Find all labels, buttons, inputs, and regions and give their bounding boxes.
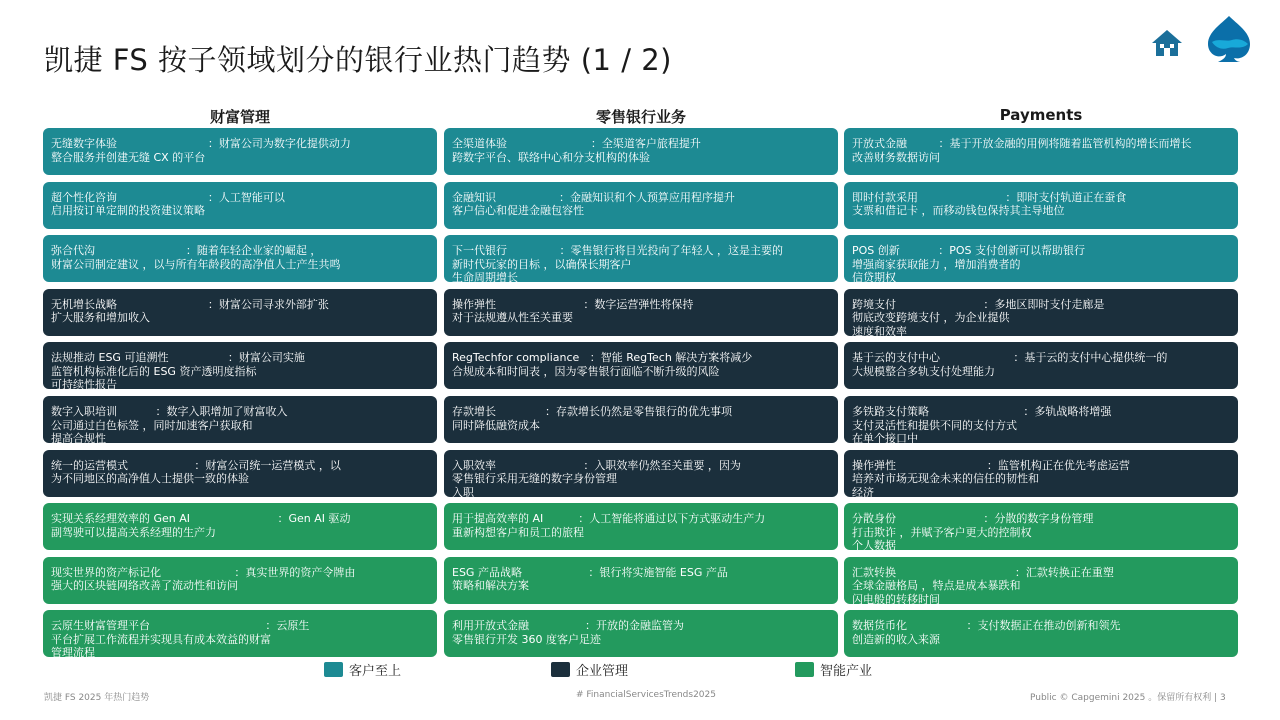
trend-card[interactable] [43,128,437,175]
trend-card-text: 客户信心和促进金融包容性 [452,204,584,218]
trend-card[interactable] [444,557,838,604]
trend-card-text: 为不同地区的高净值人士提供一致的体验 [51,472,249,486]
trend-card[interactable] [844,503,1238,550]
trend-card-text: 多铁路支付策略 ：多轨战略将增强 [852,405,1112,418]
legend [0,660,1280,678]
trend-card-text: 扩大服务和增加收入 [51,311,150,325]
trend-card[interactable] [43,235,437,282]
trend-card[interactable] [43,182,437,229]
trend-card-text: 同时降低融资成本 [452,418,540,432]
legend-item-enterprise-management [551,660,628,679]
trend-card-text: 合规成本和时间表 ，因为零售银行面临不断升级的风险 [452,364,720,378]
trend-card-text: 全渠道体验 ：全渠道客户旅程提升 [452,137,701,150]
trend-card[interactable] [444,342,838,389]
trend-card-text: RegTechfor compliance ：智能 RegTech 解决方案将减少 [452,351,753,365]
trend-card[interactable] [844,182,1238,229]
page-title: 凯捷 FS 按子领域划分的银行业热门趋势 (1 / 2) [44,43,672,77]
trend-card-text: 利用开放式金融 ：开放的金融监管为 [452,619,684,633]
footer-hashtag: # FinancialServicesTrends2025 [576,690,716,700]
trend-card-text: 现实世界的资产标记化 ：真实世界的资产令牌由 [51,565,356,579]
trend-card-text: 基于云的支付中心 ：基于云的支付中心提供统一的 [852,351,1168,365]
legend-item-customer-first [324,660,401,679]
trend-card[interactable] [844,396,1238,443]
trend-card-text: 操作弹性 ：数字运营弹性将保持 [452,297,694,311]
trend-card[interactable] [844,557,1238,604]
legend-swatch-navy [551,662,570,677]
trend-card[interactable] [43,396,437,443]
legend-swatch-teal [324,662,343,677]
trend-card-text: 闪电般的转移时间 [852,592,940,604]
trend-card-text: 无缝数字体验 ：财富公司为数字化提供动力 [51,137,351,150]
trend-card-text: 信贷期权 [852,271,896,283]
legend-item-smart-industry [795,660,872,679]
trend-card-text: 个人数据 [852,539,896,551]
trend-card-text: 统一的运营模式 ：财富公司统一运营模式 ，以 [51,458,341,472]
trend-card-text: 彻底改变跨境支付 ，为企业提供 [852,311,1010,325]
column-header: 财富管理 [209,108,270,126]
trend-card-text: 支票和借记卡 ，而移动钱包保持其主导地位 [852,204,1065,218]
trend-card[interactable] [444,128,838,175]
trend-card[interactable] [43,289,437,336]
trend-card-text: 数据货币化 ：支付数据正在推动创新和领先 [852,619,1121,633]
trend-card-text: 超个性化咨询 ：人工智能可以 [51,190,285,204]
trend-card-text: 数字入职培训 ：数字入职增加了财富收入 [51,405,288,418]
trend-card-text: 操作弹性 ：监管机构正在优先考虑运营 [852,458,1130,472]
trend-card-text: 开放式金融 ：基于开放金融的用例将随着监管机构的增长而增长 [852,137,1192,150]
trend-card[interactable] [444,610,838,657]
trend-card[interactable] [43,503,437,550]
trend-card[interactable] [43,450,437,497]
footer-left: 凯捷 FS 2025 年热门趋势 [44,693,150,703]
trend-card-text: 用于提高效率的 AI ：人工智能将通过以下方式驱动生产力 [452,512,766,526]
trend-card-text: 启用按订单定制的投资建议策略 [51,204,205,218]
trend-card[interactable] [444,503,838,550]
legend-swatch-green [795,662,814,677]
trend-card[interactable] [844,128,1238,175]
trend-card-text: 零售银行开发 360 度客户足迹 [452,632,601,646]
trend-card-text: 重新构想客户和员工的旅程 [452,525,584,539]
trend-card-text: 金融知识 ：金融知识和个人预算应用程序提升 [452,190,735,204]
column-header: 零售银行业务 [595,108,686,126]
column-header: Payments [999,106,1083,124]
trend-card-text: 监管机构标准化后的 ESG 资产透明度指标 [51,364,257,378]
trend-card-text: 实现关系经理效率的 Gen AI ：Gen AI 驱动 [51,512,351,526]
trend-card-text: 弥合代沟 ：随着年轻企业家的崛起 ， [51,244,322,258]
trend-card-text: 平台扩展工作流程并实现具有成本效益的财富 [51,632,271,646]
trend-card-text: 入职效率 ：入职效率仍然至关重要 ，因为 [452,458,741,472]
trend-card-text: 对于法规遵从性至关重要 [452,311,573,325]
trend-card-text: 无机增长战略 ：财富公司寻求外部扩张 [51,297,329,311]
trend-card[interactable] [444,450,838,497]
trend-card-text: 汇款转换 ：汇款转换正在重塑 [852,565,1114,579]
trend-card[interactable] [444,289,838,336]
trend-card-text: 打击欺诈 ，并赋予客户更大的控制权 [852,525,1032,539]
trend-card-text: 跨数字平台、联络中心和分支机构的体验 [452,150,650,164]
trend-card-text: 策略和解决方案 [452,579,529,593]
trend-card-text: 大规模整合多轨支付处理能力 [852,364,995,378]
trend-card-text: 新时代玩家的目标 ，以确保长期客户 [452,257,632,271]
trend-card-text: 速度和效率 [852,324,907,336]
trend-card[interactable] [43,557,437,604]
home-icon[interactable] [1150,28,1184,58]
trend-card-text: 创造新的收入来源 [852,632,940,646]
trend-card-text: 入职 [452,485,474,497]
trend-card-text: 管理流程 [51,646,95,658]
trend-card[interactable] [444,182,838,229]
trend-card-text: 法规推动 ESG 可追溯性 ：财富公司实施 [51,351,305,365]
trend-card-text: 全球金融格局 ，特点是成本暴跌和 [852,579,1021,593]
trend-card-text: 提高合规性 [51,432,106,443]
trend-card-text: 增强商家获取能力 ，增加消费者的 [852,257,1021,271]
trend-card-text: 云原生财富管理平台 ：云原生 [51,619,310,633]
legend-label: 客户至上 [349,664,402,679]
trend-card[interactable] [43,610,437,657]
trend-card[interactable] [444,235,838,282]
trend-card-text: 零售银行采用无缝的数字身份管理 [452,472,617,486]
legend-label: 智能产业 [820,664,873,679]
trend-card-text: 财富公司制定建议 ，以与所有年龄段的高净值人士产生共鸣 [51,257,341,271]
trend-card-text: 生命周期增长 [452,271,518,283]
trend-card-text: 下一代银行 ：零售银行将目光投向了年轻人 ，这是主要的 [452,244,783,258]
trend-card-text: ESG 产品战略 ：银行将实施智能 ESG 产品 [452,565,728,579]
trend-card-text: 公司通过白色标签 ，同时加速客户获取和 [51,418,253,432]
trend-card-text: 存款增长 ：存款增长仍然是零售银行的优先事项 [452,405,732,418]
capgemini-spade-logo [1204,14,1254,62]
trend-card-text: 强大的区块链网络改善了流动性和访问 [51,579,238,593]
trend-card[interactable] [43,342,437,389]
trend-card-text: 培养对市场无现金未来的信任的韧性和 [852,472,1039,486]
trend-card[interactable] [844,235,1238,282]
trend-card-text: POS 创新 ：POS 支付创新可以帮助银行 [852,244,1086,258]
legend-label: 企业管理 [576,664,629,679]
trend-card[interactable] [844,450,1238,497]
trend-card-text: 副驾驶可以提高关系经理的生产力 [51,525,216,539]
trend-card[interactable] [444,396,838,443]
trend-card-text: 经济 [852,485,874,497]
trend-card-text: 即时付款采用 ：即时支付轨道正在蚕食 [852,190,1127,204]
trend-card-text: 分散身份 ：分散的数字身份管理 [852,512,1094,526]
trend-card[interactable] [844,289,1238,336]
trend-card[interactable] [844,610,1238,657]
trend-card[interactable] [844,342,1238,389]
trend-card-text: 支付灵活性和提供不同的支付方式 [852,418,1017,432]
trend-card-text: 可持续性报告 [51,378,117,390]
footer-copyright: Public © Capgemini 2025 。保留所有权利 | 3 [1030,693,1226,703]
trend-card-text: 在单个接口中 [852,432,918,443]
trend-card-text: 整合服务并创建无缝 CX 的平台 [51,150,206,164]
trend-card-text: 改善财务数据访问 [852,150,940,164]
trend-card-text: 跨境支付 ：多地区即时支付走廊是 [852,297,1105,311]
